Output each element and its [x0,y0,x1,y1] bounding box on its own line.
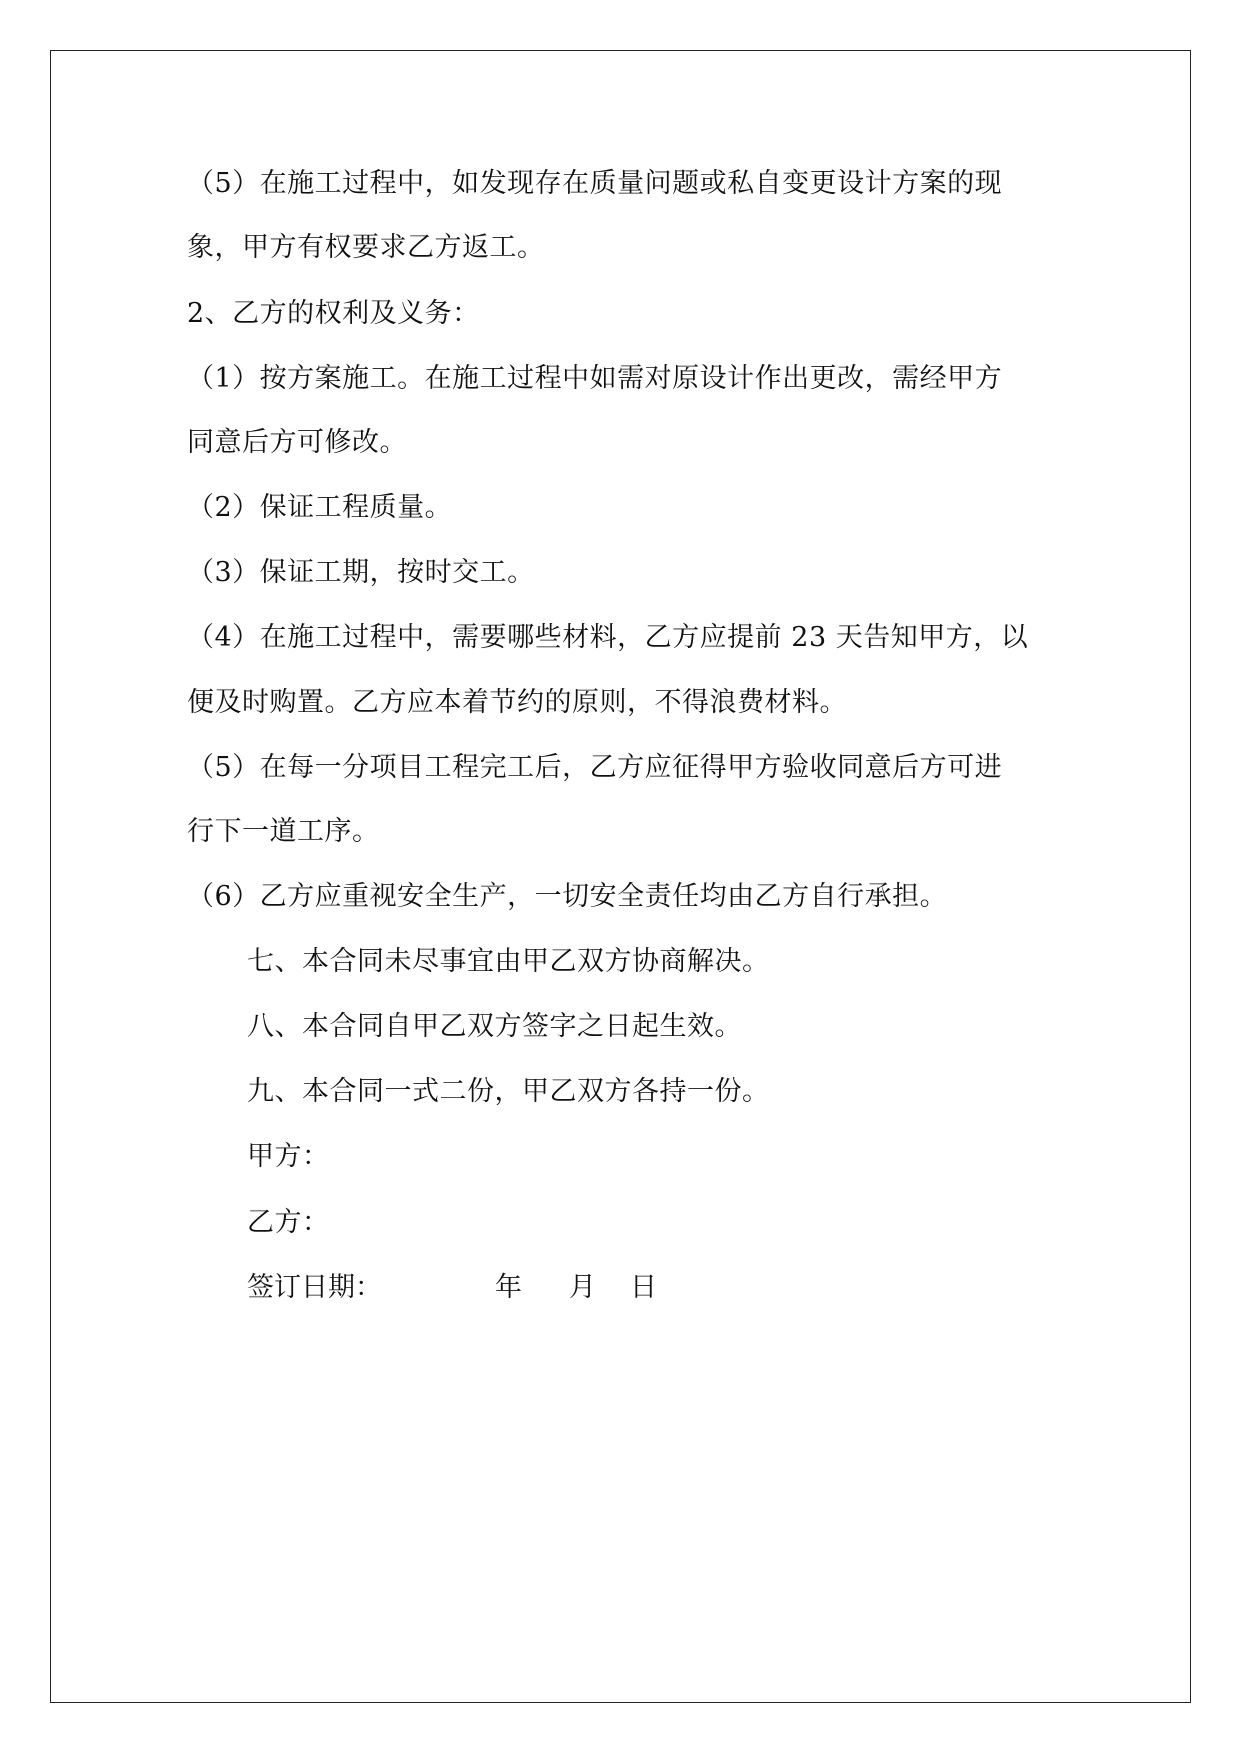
paragraph-line: （3）保证工期，按时交工。 [187,557,535,588]
paragraph-line: （6）乙方应重视安全生产，一切安全责任均由乙方自行承担。 [187,881,948,912]
paragraph-line: 象，甲方有权要求乙方返工。 [187,232,545,263]
day-label: 日 [630,1272,657,1303]
paragraph-line: 便及时购置。乙方应本着节约的原则，不得浪费材料。 [187,687,847,718]
month-label: 月 [569,1272,596,1303]
paragraph-line: 同意后方可修改。 [187,427,407,458]
paragraph-line: （5）在施工过程中，如发现存在质量问题或私自变更设计方案的现 [187,168,1003,199]
signing-date-row [247,1271,707,1305]
paragraph-line: （2）保证工程质量。 [187,492,453,523]
signing-date-label: 签订日期： [247,1272,382,1303]
paragraph-line: （1）按方案施工。在施工过程中如需对原设计作出更改，需经甲方 [187,363,1003,394]
clause-nine: 九、本合同一式二份，甲乙双方各持一份。 [247,1076,770,1107]
party-a-label: 甲方： [247,1141,330,1172]
paragraph-line: （5）在每一分项目工程完工后，乙方应征得甲方验收同意后方可进 [187,752,1003,783]
clause-seven: 七、本合同未尽事宜由甲乙双方协商解决。 [247,946,770,977]
paragraph-line: （4）在施工过程中，需要哪些材料，乙方应提前 23 天告知甲方，以 [187,622,1029,653]
year-label: 年 [495,1272,522,1303]
party-b-label: 乙方： [247,1207,330,1238]
section-heading: 2、乙方的权利及义务： [187,298,480,329]
clause-eight: 八、本合同自甲乙双方签字之日起生效。 [247,1011,742,1042]
paragraph-line: 行下一道工序。 [187,816,380,847]
